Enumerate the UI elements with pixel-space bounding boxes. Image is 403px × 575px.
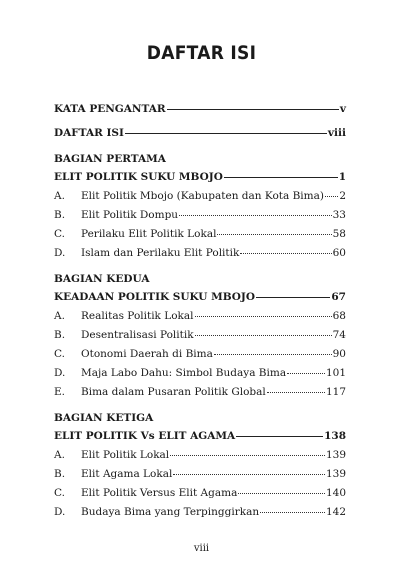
leader-line (224, 176, 338, 178)
toc-item (54, 364, 346, 383)
item-title: Elit Politik Versus Elit Agama (81, 487, 238, 499)
chapter-title: KEADAAN POLITIK SUKU MBOJO (54, 291, 256, 303)
leader-dots (267, 391, 325, 393)
item-page: 90 (332, 348, 346, 360)
leader-dots (214, 353, 332, 355)
item-page: 58 (332, 228, 346, 240)
item-page: 140 (325, 487, 346, 499)
toc-front-entry (54, 124, 346, 143)
item-letter: A. (54, 310, 65, 322)
leader-dots (179, 214, 332, 216)
toc-entry-text: DAFTAR ISI (54, 127, 124, 139)
table-of-contents (54, 100, 346, 522)
item-title: Elit Politik Dompu (81, 209, 179, 221)
item-title: Elit Politik Mbojo (Kabupaten dan Kota Bima) (81, 190, 324, 202)
page-title: DAFTAR ISI (146, 42, 257, 64)
item-letter: C. (54, 348, 65, 360)
leader-dots (240, 252, 331, 254)
page-number: viii (193, 543, 210, 554)
leader-dots (173, 473, 325, 475)
item-letter: D. (54, 367, 66, 379)
item-title: Elit Politik Lokal (81, 449, 170, 461)
leader-line (167, 108, 339, 110)
leader-dots (325, 195, 338, 197)
item-title: Realitas Politik Lokal (81, 310, 194, 322)
item-letter: D. (54, 247, 66, 259)
item-title: Bima dalam Pusaran Politik Global (81, 386, 266, 398)
item-page: 2 (339, 190, 346, 202)
part-heading: BAGIAN KETIGA (54, 412, 154, 424)
item-page: 139 (325, 468, 346, 480)
leader-dots (170, 454, 325, 456)
item-title: Otonomi Daerah di Bima (81, 348, 213, 360)
toc-item (54, 326, 346, 345)
toc-item (54, 484, 346, 503)
chapter-page: 138 (324, 430, 346, 442)
toc-item (54, 206, 346, 225)
item-page: 142 (325, 506, 346, 518)
item-page: 60 (332, 247, 346, 259)
item-letter: C. (54, 228, 65, 240)
chapter-entry (54, 288, 346, 307)
item-title: Budaya Bima yang Terpinggirkan (81, 506, 260, 518)
item-page: 101 (325, 367, 346, 379)
chapter-page: 67 (331, 291, 346, 303)
toc-entry-page: viii (327, 127, 346, 139)
chapter-title: ELIT POLITIK SUKU MBOJO (54, 171, 223, 183)
toc-item (54, 187, 346, 206)
toc-entry-text: KATA PENGANTAR (54, 103, 166, 115)
toc-item (54, 503, 346, 522)
item-letter: B. (54, 209, 66, 221)
item-page: 33 (332, 209, 346, 221)
item-letter: E. (54, 386, 66, 398)
leader-dots (195, 315, 332, 317)
item-letter: A. (54, 190, 65, 202)
item-page: 68 (332, 310, 346, 322)
leader-line (236, 435, 323, 437)
toc-entry-page: v (339, 103, 346, 115)
chapter-entry (54, 168, 346, 187)
item-title: Islam dan Perilaku Elit Politik (81, 247, 240, 259)
leader-dots (217, 233, 331, 235)
item-title: Desentralisasi Politik (81, 329, 194, 341)
leader-dots (260, 511, 325, 513)
item-letter: B. (54, 329, 66, 341)
leader-dots (238, 492, 325, 494)
toc-front-entry (54, 100, 346, 119)
item-page: 117 (325, 386, 346, 398)
leader-line (256, 296, 330, 298)
chapter-page: 1 (338, 171, 346, 183)
leader-line (125, 132, 327, 134)
item-page: 74 (332, 329, 346, 341)
part-heading: BAGIAN KEDUA (54, 273, 150, 285)
toc-item (54, 225, 346, 244)
leader-dots (287, 372, 325, 374)
item-title: Elit Agama Lokal (81, 468, 173, 480)
part-heading: BAGIAN PERTAMA (54, 153, 166, 165)
toc-item (54, 383, 346, 402)
item-letter: B. (54, 468, 66, 480)
toc-item (54, 446, 346, 465)
toc-item (54, 307, 346, 326)
item-title: Perilaku Elit Politik Lokal (81, 228, 217, 240)
toc-item (54, 345, 346, 364)
leader-dots (195, 334, 332, 336)
toc-item (54, 465, 346, 484)
item-letter: C. (54, 487, 65, 499)
chapter-entry (54, 427, 346, 446)
chapter-title: ELIT POLITIK Vs ELIT AGAMA (54, 430, 236, 442)
item-letter: A. (54, 449, 65, 461)
item-page: 139 (325, 449, 346, 461)
item-letter: D. (54, 506, 66, 518)
item-title: Maja Labo Dahu: Simbol Budaya Bima (81, 367, 287, 379)
toc-item (54, 244, 346, 263)
